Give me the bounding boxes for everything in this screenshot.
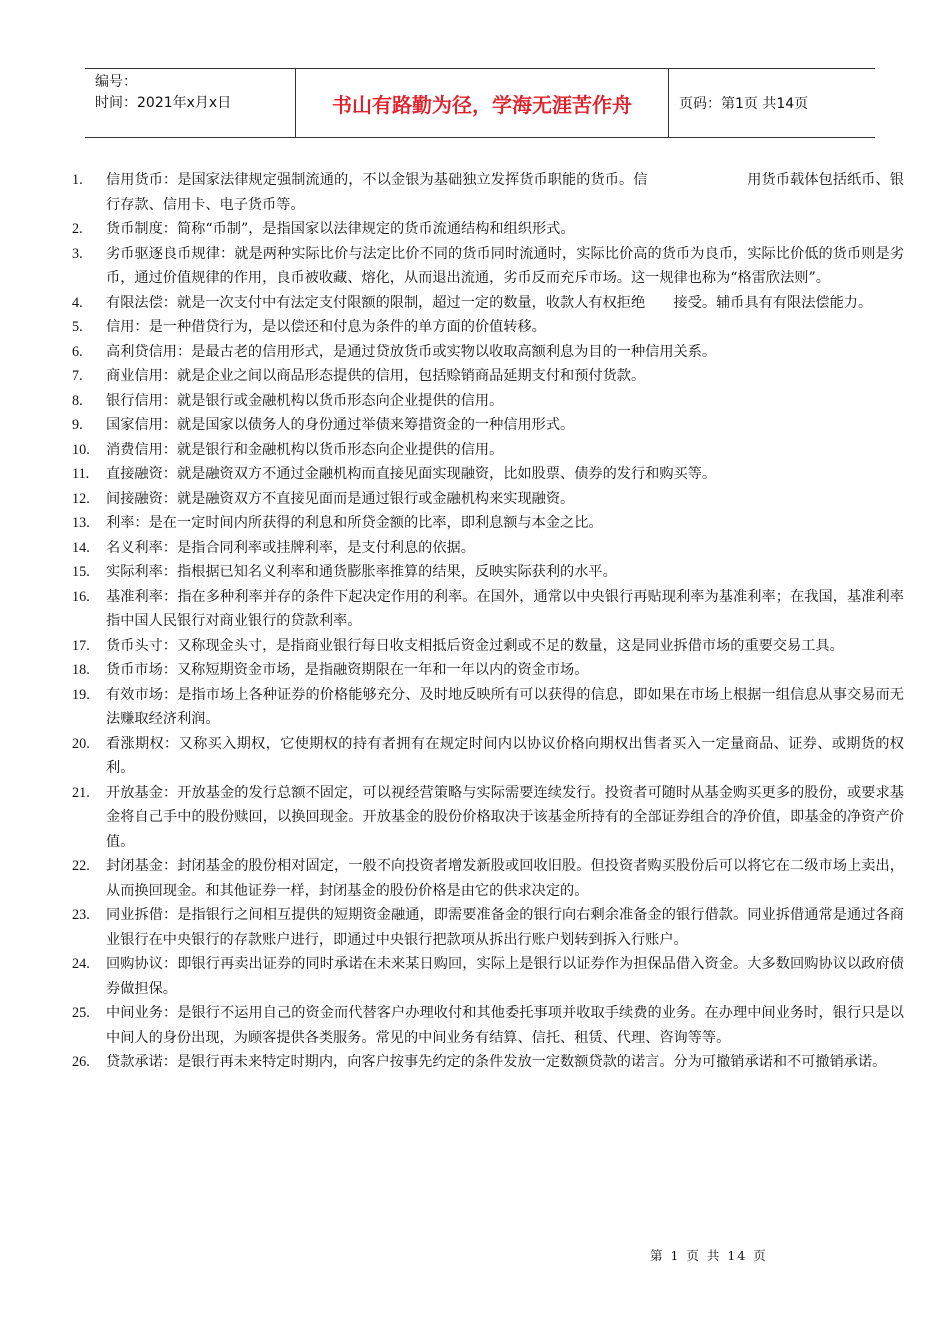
list-item	[72, 560, 904, 585]
list-item	[72, 1050, 904, 1075]
definition-list	[72, 168, 904, 1075]
item-text: 同业拆借：是指银行之间相互提供的短期资金融通，即需要准备金的银行向右剩余准备金的银行借款。同业拆借通常是通过各商业银行在中央银行的存款账户进行，即通过中央银行把款项从拆出行账户划转到拆入行账户。	[106, 907, 904, 948]
item-number: 19.	[72, 686, 90, 703]
item-text: 中间业务：是银行不运用自己的资金而代替客户办理收付和其他委托事项并收取手续费的业务。在办理中间业务时，银行只是以中间人的身份出现，为顾客提供各类服务。常见的中间业务有结算、信托、租赁、代理、咨询等等。	[106, 1005, 904, 1046]
page-footer: 第 1 页 共 14 页	[650, 1248, 768, 1263]
item-number: 23.	[72, 907, 90, 923]
item-number: 13.	[72, 515, 90, 531]
list-item	[72, 585, 904, 634]
item-text: 货币制度：简称“币制”，是指国家以法律规定的货币流通结构和组织形式。	[106, 221, 575, 237]
list-item	[72, 683, 904, 732]
item-number: 7.	[72, 368, 83, 384]
item-number: 3.	[72, 245, 83, 262]
list-item	[72, 487, 904, 512]
list-item	[72, 217, 904, 242]
item-text: 有效市场：是指市场上各种证券的价格能够充分、及时地反映所有可以获得的信息，即如果在市场上根据一组信息从事交易而无法赚取经济利润。	[106, 686, 904, 727]
item-text: 实际利率：指根据已知名义利率和通货膨胀率推算的结果，反映实际获利的水平。	[106, 564, 617, 580]
item-number: 11.	[72, 466, 90, 482]
item-number: 20.	[72, 735, 90, 752]
item-number: 18.	[72, 662, 90, 678]
item-text: 开放基金：开放基金的发行总额不固定，可以视经营策略与实际需要连续发行。投资者可随时从基金购买更多的股份，或要求基金将自己手中的股份赎回，以换回现金。开放基金的股份价格取决于该基金所持有的全部证券组合的净价值，即基金的净资产价值。	[106, 784, 904, 850]
item-text: 商业信用：就是企业之间以商品形态提供的信用，包括赊销商品延期支付和预付货款。	[106, 368, 646, 384]
header-motto: 书山有路勤为径，学海无涯苦作舟	[295, 69, 669, 137]
item-text: 直接融资：就是融资双方不通过金融机构而直接见面实现融资，比如股票、债券的发行和购买等。	[106, 466, 717, 482]
list-item	[72, 952, 904, 1001]
list-item	[72, 854, 904, 903]
item-number: 17.	[72, 637, 90, 654]
header-info	[85, 69, 295, 137]
item-number: 21.	[72, 784, 90, 801]
item-number: 6.	[72, 343, 83, 360]
item-number: 22.	[72, 858, 90, 874]
item-text: 高利贷信用：是最古老的信用形式，是通过贷放货币或实物以收取高额利息为目的一种信用关系。	[106, 343, 717, 360]
list-item	[72, 511, 904, 536]
item-number: 16.	[72, 588, 90, 605]
list-item	[72, 658, 904, 683]
list-item	[72, 364, 904, 389]
list-item	[72, 389, 904, 414]
list-item	[72, 438, 904, 463]
list-item	[72, 903, 904, 952]
item-text: 基准利率：指在多种利率并存的条件下起决定作用的利率。在国外，通常以中央银行再贴现利率为基准利率；在我国，基准利率指中国人民银行对商业银行的贷款利率。	[106, 588, 904, 629]
item-text: 国家信用：就是国家以债务人的身份通过举债来筹措资金的一种信用形式。	[106, 417, 575, 433]
list-item	[72, 1001, 904, 1050]
list-item	[72, 462, 904, 487]
item-text: 货币市场：又称短期资金市场，是指融资期限在一年和一年以内的资金市场。	[106, 662, 589, 678]
item-text: 回购协议：即银行再卖出证券的同时承诺在未来某日购回，实际上是银行以证券作为担保品借入资金。大多数回购协议以政府债券做担保。	[106, 956, 904, 997]
list-item	[72, 634, 904, 659]
list-item	[72, 168, 904, 217]
item-number: 1.	[72, 172, 83, 188]
item-text: 有限法偿：就是一次支付中有法定支付限额的限制，超过一定的数量，收款人有权拒绝 接受。辅币具有有限法偿能力。	[106, 294, 873, 311]
document-number: 编号：	[95, 74, 137, 90]
item-number: 15.	[72, 564, 90, 580]
item-text: 贷款承诺：是银行再未来特定时期内，向客户按事先约定的条件发放一定数额贷款的诺言。分为可撤销承诺和不可撤销承诺。	[106, 1054, 887, 1070]
list-item	[72, 242, 904, 291]
item-text: 信用货币：是国家法律规定强制流通的，不以金银为基础独立发挥货币职能的货币。信 用货币载体包括纸币、银行存款、信用卡、电子货币等。	[106, 172, 904, 213]
list-item	[72, 732, 904, 781]
list-item	[72, 315, 904, 340]
item-number: 5.	[72, 319, 83, 335]
item-number: 10.	[72, 441, 90, 458]
item-number: 24.	[72, 956, 90, 972]
list-item	[72, 781, 904, 855]
item-number: 14.	[72, 539, 90, 556]
item-text: 银行信用：就是银行或金融机构以货币形态向企业提供的信用。	[106, 392, 504, 409]
header-page-number: 页码：第1页 共14页	[679, 96, 809, 112]
item-number: 4.	[72, 294, 83, 311]
item-text: 看涨期权：又称买入期权，它使期权的持有者拥有在规定时间内以协议价格向期权出售者买入一定量商品、证券、或期货的权利。	[106, 735, 904, 776]
item-text: 间接融资：就是融资双方不直接见面而是通过银行或金融机构来实现融资。	[106, 490, 575, 507]
item-number: 12.	[72, 490, 90, 507]
item-number: 26.	[72, 1054, 90, 1070]
item-number: 2.	[72, 221, 83, 237]
page-header	[85, 68, 875, 138]
item-text: 封闭基金：封闭基金的股份相对固定，一般不向投资者增发新股或回收旧股。但投资者购买股份后可以将它在二级市场上卖出，从而换回现金。和其他证券一样，封闭基金的股份价格是由它的供求决定的。	[106, 858, 904, 899]
list-item	[72, 340, 904, 365]
document-time: 时间：2021年x月x日	[95, 95, 232, 111]
list-item	[72, 536, 904, 561]
list-item	[72, 413, 904, 438]
item-text: 劣币驱逐良币规律：就是两种实际比价与法定比价不同的货币同时流通时，实际比价高的货币为良币，实际比价低的货币则是劣币，通过价值规律的作用，良币被收藏、熔化，从而退出流通，劣币反而充斥市场。这一规律也称为“格雷欣法则”。	[106, 245, 904, 286]
item-text: 信用：是一种借贷行为，是以偿还和付息为条件的单方面的价值转移。	[106, 319, 546, 335]
item-number: 25.	[72, 1005, 90, 1021]
item-text: 名义利率：是指合同利率或挂牌利率，是支付利息的依据。	[106, 539, 475, 556]
item-text: 消费信用：就是银行和金融机构以货币形态向企业提供的信用。	[106, 441, 504, 458]
item-text: 利率：是在一定时间内所获得的利息和所贷金额的比率，即利息额与本金之比。	[106, 515, 603, 531]
item-text: 货币头寸：又称现金头寸，是指商业银行每日收支相抵后资金过剩或不足的数量，这是同业拆借市场的重要交易工具。	[106, 637, 844, 654]
list-item	[72, 291, 904, 316]
item-number: 8.	[72, 392, 83, 409]
item-number: 9.	[72, 417, 83, 433]
